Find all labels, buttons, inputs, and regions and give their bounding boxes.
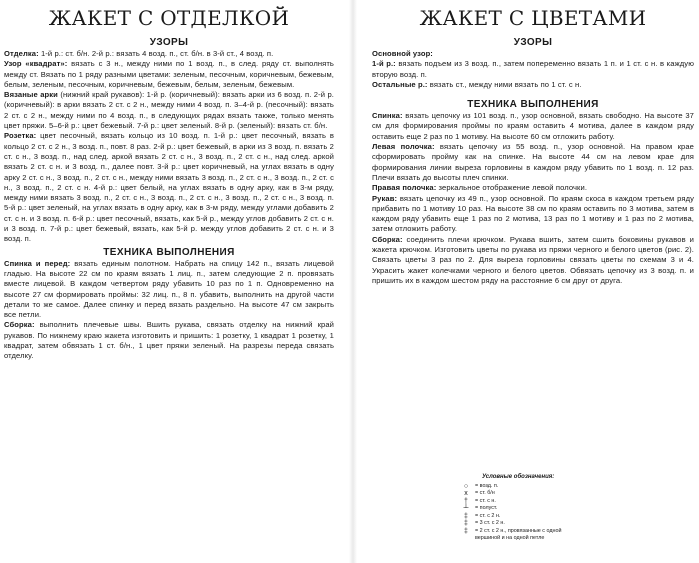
half-double-symbol: ┴	[463, 505, 469, 512]
legend-definition: = 3 ст. с 2 н.	[475, 520, 505, 526]
right-column	[372, 0, 694, 286]
right-right-front-term: Правая полочка:	[372, 183, 437, 193]
legend-row	[460, 498, 694, 506]
left-square-term: Узор «квадрат»:	[4, 59, 68, 69]
two-treble-joined-symbol: ‡	[464, 527, 468, 535]
left-back-term: Спинка и перед:	[4, 258, 71, 268]
left-back-text: вязать единым полотном. Набрать на спицу 142 п., вязать лицевой гладью. На высоте 22 см по краям вязать 1 лиц. п., затем следующие 2 п. провязать вместе лицевой. В каждом четвертом ряду убавить 10 раз по 1 п. Одновременно на высоте 27 см формировать проймы: 32 лиц. п., 8 п. убавить, выполнить на другой части детали то же самое. Далее спинку и перед вязать раздельно. На высоте 47 см закрыть все петли.	[4, 258, 334, 320]
left-rosette-text: цвет песочный, вязать кольцо из 10 возд. п. 1-й р.: цвет песочный, вязать в кольцо 2 ст. с 2 н., 3 возд. п., повт. 8 раз. 2-й р.: цвет бежевый, в арки из 3 возд. п. вязать 2 ст. с н., 3 возд. п., над след. аркой вязать 2 ст. с н., 3 возд. п., 2 ст. с н., над след. аркой вязать 2 ст. с н. и 3 возд. п., далее повт. 3-й р.: цвет коричневый, на углах вязать в одну арку 2 ст. с н., 3 возд. п., 2 ст. с н., между ними вязать 3 возд. п., 2 ст. с н., 3 возд. п., 2 ст. с н., 3 возд. п., 2 ст. с н. 4-й р.: цвет белый, на углах вязать в одну арку, как в 3-м ряду, между ними вязать 3 возд. п., 2 ст. с н., 3 возд. п., 2 ст. с н., 3 возд. п., 2 ст. с н., 3 возд. п. 5-й р.: цвет зеленый, на углах вязать в одну арку, как в 3-м ряду, между углами добавить 2 ст. с н. и 3 возд. п. 6-й р.: цвет песочный, вязать, как 5-й р., между углов добавить 2 ст. с н. и 3 возд. п. 7-й р.: цвет бежевый, вязать, как 5-й р. между углов добавить 2 ст. с н. и 3 возд. п.	[4, 131, 334, 244]
right-back-term: Спинка:	[372, 111, 403, 121]
legend-row	[460, 483, 694, 491]
right-right-front-text: зеркальное отображение левой полочки.	[438, 183, 588, 193]
left-arches-term: Вязаные арки	[4, 90, 58, 100]
left-rosette-term: Розетка:	[4, 131, 37, 141]
single-crochet-symbol: x	[464, 490, 468, 497]
legend-row	[460, 535, 694, 543]
three-treble-symbol: ‡	[464, 520, 468, 527]
legend-row	[460, 490, 694, 498]
left-arches-text: (нижний край рукавов): 1-й р. (коричневый): вязать арки из 6 возд. п. 2-й р. (коричневый): в арки вязать 2 ст. с 2 н., между ними 4 возд. п. 3–4-й р. (песочный): вязать 2 ст. с 2 н., между ними по 4 возд. п., в следующих рядах вязать также, только менять цвет пряжи. 5–6-й р.: цвет бежевый. 7-й р.: цвет зеленый. 8-й р. (зеленый): вязать ст. б/н.	[4, 90, 334, 131]
legend-row	[460, 520, 694, 528]
right-rest-paragraph	[372, 80, 694, 90]
left-title: ЖАКЕТ С ОТДЕЛКОЙ	[48, 6, 290, 30]
right-row1-text: вязать подъем из 3 возд. п., затем попеременно вязать 1 п. и 1 ст. с н. в каждую вторую возд. п.	[372, 59, 694, 79]
right-left-front-paragraph	[372, 142, 694, 183]
legend-definition: = ст. с 2 н.	[475, 512, 501, 519]
left-assembly-paragraph	[4, 320, 334, 361]
left-square-paragraph	[4, 59, 334, 90]
legend-definition: = возд. п.	[475, 482, 499, 489]
legend-definition: = ст. с н.	[475, 497, 496, 504]
right-sleeve-paragraph	[372, 194, 694, 235]
right-technique-heading: ТЕХНИКА ВЫПОЛНЕНИЯ	[467, 99, 599, 111]
left-assembly-text: выполнить плечевые швы. Вшить рукава, связать отделку на нижний край рукавов. По нижнему краю жакета изготовить и пришить: 1 розетку, 1 квадрат 1 розетку, 1 квадрат, затем обвязать 1 ст. б/н., 1 цвет пряжи зеленый. На разрезы переда связать отделку.	[4, 320, 334, 361]
right-sleeve-text: вязать цепочку из 49 п., узор основной. По краям скоса в каждом третьем ряду прибавить по 1 мотиву 10 раз. На высоте 38 см по краям оставить по 3 мотива, затем в каждом ряду убавить еще 1 раз по 2 мотива, 13 раз по 1 мотиву и 1 раз по 2 мотива, затем отложить работу.	[372, 193, 694, 234]
right-rest-text: вязать ст., между ними вязать по 1 ст. с н.	[429, 79, 582, 89]
treble-crochet-symbol: ‡	[464, 512, 468, 520]
left-column	[4, 0, 334, 362]
legend-definition: = полуст.	[475, 505, 498, 511]
legend-title: Условные обозначения:	[482, 474, 555, 480]
legend-row	[460, 513, 694, 521]
right-sleeve-term: Рукав:	[372, 193, 398, 203]
right-patterns-heading: УЗОРЫ	[513, 37, 553, 48]
right-assembly-text: соединить плечи крючком. Рукава вшить, затем сшить боковины рукавов и жакета крючком. Изготовить цветы по рукава из пряжи черного и белого цветов (рис. 2). Связать цветы 3 раз по 2. Для выреза горловины связать цветы по схемам 3 и 4. Украсить жакет колечками черного и белого цветов. Обвязать цепочку из 3 возд. п. и пришить их в каждом шестом ряду на расстояние 6 см друг от друга.	[372, 234, 694, 285]
right-rest-term: Остальные р.:	[372, 79, 428, 89]
right-row1-term: 1-й р.:	[372, 59, 396, 69]
left-trim-term: Отделка:	[4, 49, 39, 58]
right-title: ЖАКЕТ С ЦВЕТАМИ	[419, 6, 647, 30]
legend-definition: вершиной и на одной петле	[475, 535, 545, 541]
right-left-front-term: Левая полочка:	[372, 142, 435, 152]
right-row1-paragraph	[372, 59, 694, 80]
double-crochet-symbol: †	[464, 497, 468, 505]
right-back-paragraph	[372, 111, 694, 142]
left-trim-paragraph	[4, 49, 334, 59]
legend-definition: = ст. б/н	[475, 490, 495, 496]
left-assembly-term: Сборка:	[4, 320, 35, 330]
left-patterns-heading: УЗОРЫ	[149, 37, 189, 48]
right-assembly-paragraph	[372, 235, 694, 286]
right-main-pattern-label	[372, 49, 694, 59]
legend-row	[460, 505, 694, 513]
symbol-legend	[460, 474, 694, 543]
right-assembly-term: Сборка:	[372, 234, 403, 244]
left-square-text: вязать с 3 н., между ними по 1 возд. п., в след. ряду ст. выполнять между ст. Вязать по 1 ряду разными цветами: зеленым, песочным, коричневым, бежевым, белым, зеленым, песочным, коричневым, бежевым, белым, зеленым, бежевым.	[4, 59, 334, 89]
right-right-front-paragraph	[372, 183, 694, 193]
legend-row	[460, 528, 694, 536]
right-left-front-text: вязать цепочку из 55 возд. п., узор основной. На правом крае сформировать пройму как на спинке. На высоте 44 см на левом крае для формирования линии выреза горловины в каждом ряду убавить по 1 возд. п. 12 раз. Плечи вязать до высоты плеч спинки.	[372, 142, 694, 182]
left-arches-paragraph	[4, 90, 334, 131]
right-back-text: вязать цепочку из 101 возд. п., узор основной, вязать свободно. На высоте 37 см для формирования проймы по краям оставить 4 мотива, далее в каждом ряду оставить еще 2 раз по 1 мотиву. На высоте 60 см отложить работу.	[372, 111, 694, 141]
left-technique-heading: ТЕХНИКА ВЫПОЛНЕНИЯ	[103, 246, 235, 258]
right-main-term: Основной узор:	[372, 49, 433, 58]
left-rosette-paragraph	[4, 131, 334, 244]
page-gutter	[349, 0, 357, 563]
left-back-paragraph	[4, 259, 334, 321]
legend-definition: = 2 ст. с 2 н., провязанные с одной	[475, 527, 562, 534]
chain-stitch-symbol: ○	[463, 482, 469, 490]
left-trim-text: 1-й р.: ст. б/н. 2-й р.: вязать 4 возд. п., ст. б/н. в 3-й ст., 4 возд. п.	[40, 49, 274, 58]
